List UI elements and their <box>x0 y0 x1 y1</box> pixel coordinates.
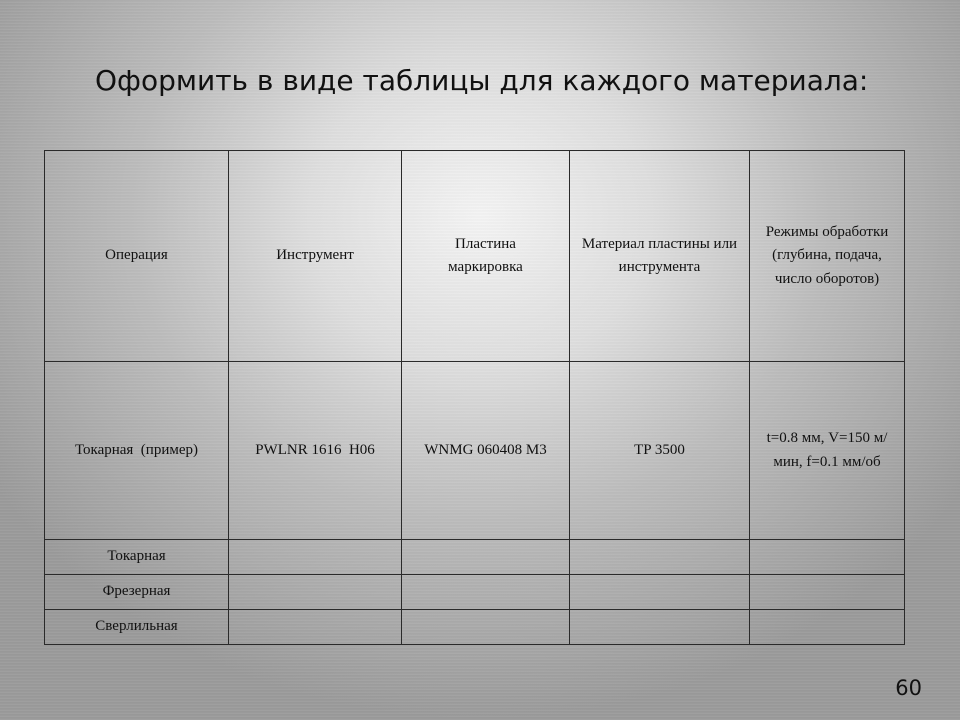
cell-insert[interactable] <box>402 575 570 610</box>
header-material: Материал пластины или инструмента <box>570 151 750 362</box>
cell-modes[interactable] <box>750 610 905 645</box>
table-row <box>45 610 905 645</box>
cell-modes[interactable] <box>750 575 905 610</box>
cell-tool: PWLNR 1616 H06 <box>229 362 402 540</box>
cell-insert[interactable] <box>402 610 570 645</box>
cell-operation: Сверлильная <box>45 610 229 645</box>
cell-operation: Токарная <box>45 540 229 575</box>
cell-material: TP 3500 <box>570 362 750 540</box>
cell-tool[interactable] <box>229 575 402 610</box>
cell-material[interactable] <box>570 610 750 645</box>
slide-title: Оформить в виде таблицы для каждого материала: <box>95 64 869 97</box>
cell-material[interactable] <box>570 540 750 575</box>
cell-modes: t=0.8 мм, V=150 м/мин, f=0.1 мм/об <box>750 362 905 540</box>
cell-insert[interactable] <box>402 540 570 575</box>
cell-insert: WNMG 060408 M3 <box>402 362 570 540</box>
header-insert: Пластина маркировка <box>402 151 570 362</box>
table-header-row <box>45 151 905 362</box>
page-number: 60 <box>895 676 922 700</box>
cell-operation: Фрезерная <box>45 575 229 610</box>
header-operation: Операция <box>45 151 229 362</box>
cell-material[interactable] <box>570 575 750 610</box>
cell-operation: Токарная (пример) <box>45 362 229 540</box>
header-modes: Режимы обработки (глубина, подача, число оборотов) <box>750 151 905 362</box>
table-row <box>45 540 905 575</box>
materials-table <box>44 150 905 645</box>
table-row <box>45 575 905 610</box>
cell-tool[interactable] <box>229 610 402 645</box>
cell-modes[interactable] <box>750 540 905 575</box>
header-tool: Инструмент <box>229 151 402 362</box>
cell-tool[interactable] <box>229 540 402 575</box>
table-row-example <box>45 362 905 540</box>
